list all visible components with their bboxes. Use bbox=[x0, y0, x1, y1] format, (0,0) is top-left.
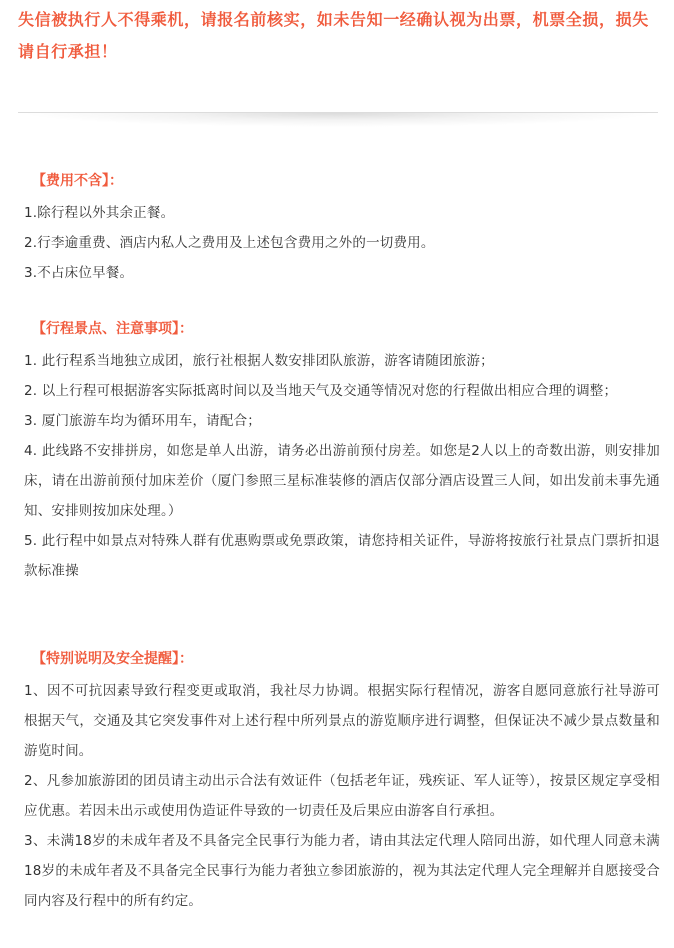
section-itinerary-notes bbox=[24, 316, 660, 586]
list-item: 2、凡参加旅游团的团员请主动出示合法有效证件（包括老年证，残疾证、军人证等），按景区规定享受相应优惠。若因未出示或使用伪造证件导致的一切责任及后果应由游客自行承担。 bbox=[24, 773, 660, 819]
list-item: 1. 此行程系当地独立成团，旅行社根据人数安排团队旅游，游客请随团旅游； bbox=[24, 353, 494, 369]
section-divider bbox=[18, 112, 658, 127]
safety-notes-list bbox=[24, 676, 660, 916]
itinerary-notes-list bbox=[24, 346, 660, 586]
list-item: 3、未满18岁的未成年者及不具备完全民事行为能力者，请由其法定代理人陪同出游，如代理人同意未满18岁的未成年者及不具备完全民事行为能力者独立参团旅游的，视为其法定代理人完全理解并自愿接受合同内容及行程中的所有约定。 bbox=[24, 833, 660, 909]
section-heading-fees: 【费用不含】： bbox=[32, 173, 123, 189]
list-item: 2.行李逾重费、酒店内私人之费用及上述包含费用之外的一切费用。 bbox=[24, 235, 435, 251]
list-item: 3.不占床位早餐。 bbox=[24, 265, 134, 281]
list-item: 1、因不可抗因素导致行程变更或取消，我社尽力协调。根据实际行程情况，游客自愿同意旅行社导游可根据天气，交通及其它突发事件对上述行程中所列景点的游览顺序进行调整，但保证决不减少景点数量和游览时间。 bbox=[24, 683, 660, 759]
list-item: 3. 厦门旅游车均为循环用车，请配合； bbox=[24, 413, 261, 429]
section-heading-itinerary: 【行程景点、注意事项】： bbox=[32, 321, 193, 337]
list-item: 2. 以上行程可根据游客实际抵离时间以及当地天气及交通等情况对您的行程做出相应合理的调整； bbox=[24, 383, 618, 399]
fees-excluded-list bbox=[24, 198, 660, 288]
list-item: 5. 此行程中如景点对特殊人群有优惠购票或免票政策，请您持相关证件，导游将按旅行社景点门票折扣退款标准操 bbox=[24, 533, 660, 579]
list-item: 1.除行程以外其余正餐。 bbox=[24, 205, 175, 221]
list-item: 4. 此线路不安排拼房，如您是单人出游，请务必出游前预付房差。如您是2人以上的奇数出游，则安排加床，请在出游前预付加床差价（厦门参照三星标准装修的酒店仅部分酒店设置三人间，如出发前未事先通知、安排则按加床处理。） bbox=[24, 443, 660, 519]
section-safety-notes bbox=[24, 646, 660, 916]
boarding-warning: 失信被执行人不得乘机，请报名前核实，如未告知一经确认视为出票，机票全损，损失请自行承担！ bbox=[18, 10, 649, 61]
section-heading-safety: 【特别说明及安全提醒】： bbox=[32, 651, 193, 667]
section-fees-excluded bbox=[24, 168, 660, 288]
